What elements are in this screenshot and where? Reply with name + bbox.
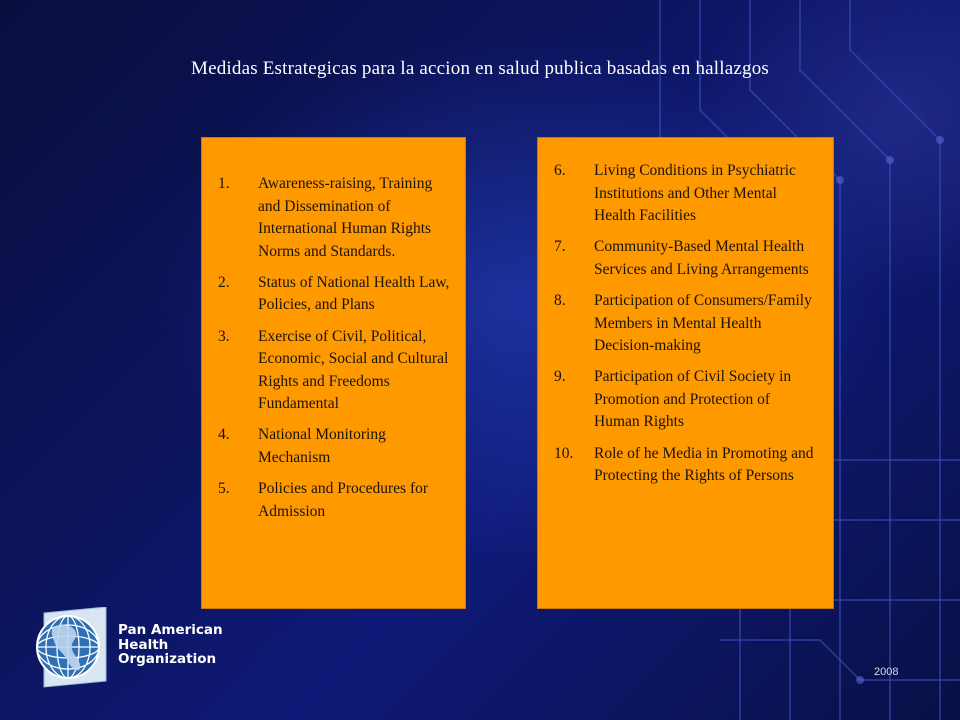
list-item [554, 290, 817, 358]
right-findings-list [538, 138, 833, 488]
item-number: 6. [554, 162, 566, 179]
item-text: Status of National Health Law, Policies, and Plans [258, 273, 450, 314]
list-item [554, 443, 817, 488]
item-number: 4. [218, 426, 230, 444]
slide-title: Medidas Estrategicas para la accion en salud publica basadas en hallazgos [190, 58, 770, 79]
organization-name-line-1: Pan American [118, 622, 223, 638]
item-number: 10. [554, 444, 574, 462]
left-findings-box [201, 137, 466, 609]
list-item [218, 478, 453, 523]
year-label: 2008 [874, 666, 899, 678]
item-text: Exercise of Civil, Political, Economic, Social and Cultural Rights and Freedoms Fundamental [258, 327, 449, 413]
right-findings-box [537, 137, 834, 609]
list-item [218, 173, 453, 263]
item-text: Role of he Media in Promoting and Protecting the Rights of Persons [594, 444, 814, 485]
list-item [554, 366, 817, 434]
item-number: 2. [218, 273, 230, 291]
item-number: 7. [554, 238, 566, 256]
item-text: Awareness-raising, Training and Dissemination of International Human Rights Norms and Standards. [258, 175, 433, 260]
item-text: Participation of Civil Society in Promotion and Protection of Human Rights [594, 368, 792, 431]
organization-name-line-2: Health [118, 636, 169, 653]
item-number: 1. [218, 175, 230, 192]
item-number: 5. [218, 480, 230, 498]
item-number: 9. [554, 368, 566, 386]
item-number: 3. [218, 327, 230, 345]
item-text: National Monitoring Mechanism [258, 426, 386, 467]
item-text: Participation of Consumers/Family Members in Mental Health Decision-making [594, 291, 812, 355]
organization-name [118, 623, 223, 667]
organization-name-line-3: Organization [118, 651, 217, 667]
item-text: Community-Based Mental Health Services and Living Arrangements [594, 238, 809, 278]
list-item [554, 160, 817, 228]
list-item [218, 326, 453, 416]
list-item [218, 272, 453, 317]
paho-globe-logo-icon [30, 607, 112, 689]
list-item [554, 236, 817, 281]
item-text: Living Conditions in Psychiatric Institutions and Other Mental Health Facilities [594, 162, 796, 225]
left-findings-list [202, 138, 465, 523]
item-number: 8. [554, 291, 566, 309]
list-item [218, 424, 453, 469]
item-text: Policies and Procedures for Admission [258, 480, 429, 520]
